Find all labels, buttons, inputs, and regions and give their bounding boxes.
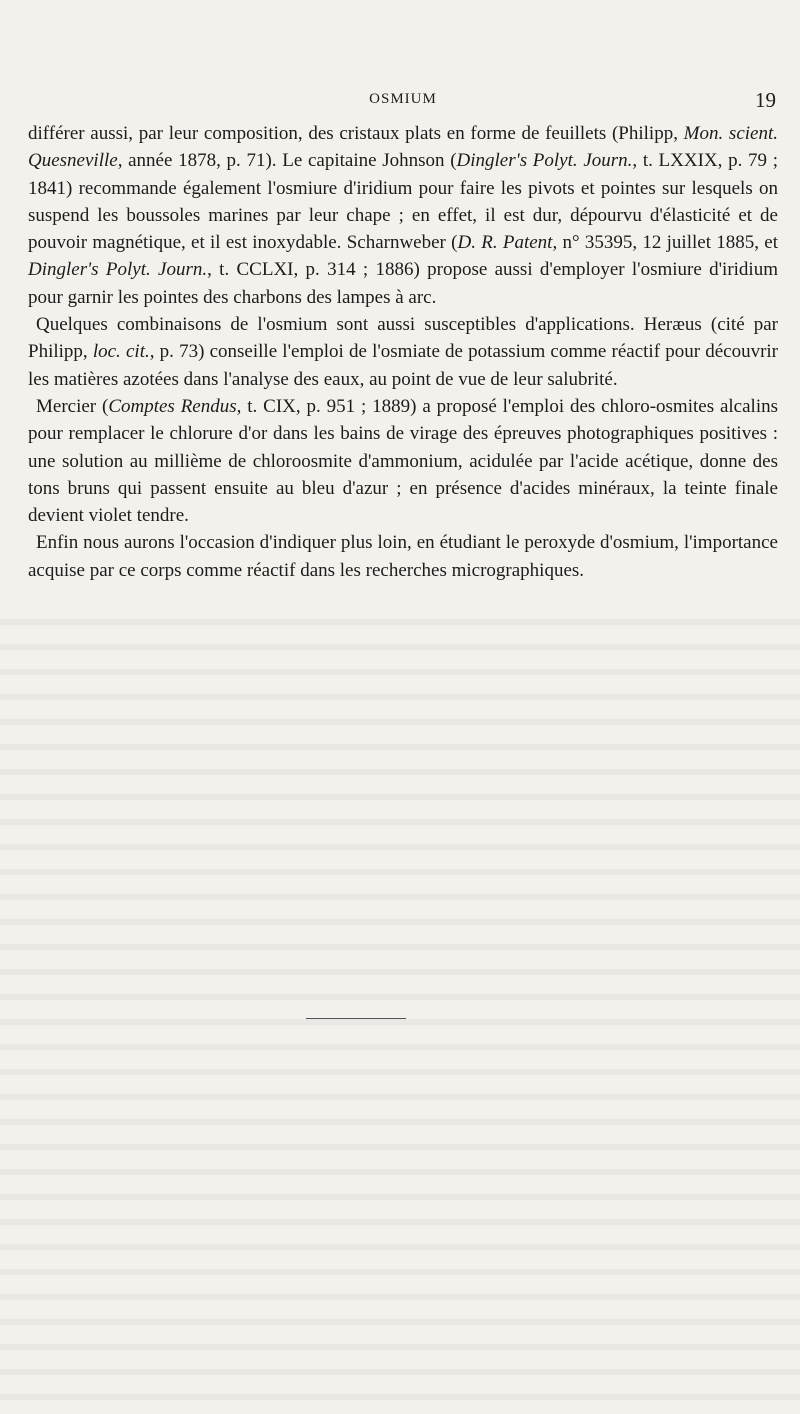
text-run: , année 1878, p. 71). Le capitaine Johnson ( xyxy=(117,150,457,172)
show-through-texture xyxy=(0,600,800,1414)
text-run: , t. CIX, p. 951 ; 1889) a proposé l'emploi des chloro-osmites alcalins pour remplacer le chlorure d'or dans les bains de virage des épreuves photographiques positives : une solution au millième de chloroosmite d'ammonium, acidulée par l'acide acétique, donne des tons bruns qui passent ensuite au bleu d'azur ; en présence d'acides minéraux, la teinte finale devient violet tendre. xyxy=(28,395,778,527)
paragraph xyxy=(28,393,778,529)
page-header xyxy=(28,88,778,116)
italic-citation: D. R. Patent xyxy=(457,232,553,254)
text-run: Enfin nous aurons l'occasion d'indiquer plus loin, en étudiant le peroxyde d'osmium, l'importance acquise par ce corps comme réactif dans les recherches micrographiques. xyxy=(28,532,778,581)
paragraph xyxy=(28,529,778,584)
italic-citation: loc. cit. xyxy=(92,341,150,363)
text-run: , t. CCLXI, p. 314 ; 1886) propose aussi d'employer l'osmiure d'iridium pour garnir les pointes des charbons des lampes à arc. xyxy=(28,259,778,308)
text-run: Quelques combinaisons de l'osmium sont aussi susceptibles d'applications. Heræus (cité par Philipp, xyxy=(28,314,778,363)
italic-citation: Dingler's Polyt. Journ. xyxy=(28,259,208,281)
body-text xyxy=(28,120,778,584)
paragraph xyxy=(28,311,778,393)
running-title: OSMIUM xyxy=(369,91,437,107)
italic-citation: Dingler's Polyt. Journ. xyxy=(456,150,633,172)
text-run: , t. LXXIX, p. 79 ; 1841) recommande également l'osmiure d'iridium pour faire les pivots et pointes sur lesquels on suspend les boussoles marines par leur chape ; en effet, il est dur, dépourvu d'élasticité et de pouvoir magnétique, et il est inoxydable. Scharnweber ( xyxy=(28,150,778,254)
text-run: , p. 73) conseille l'emploi de l'osmiate de potassium comme réactif pour découvrir les matières azotées dans l'analyse des eaux, au point de vue de leur salubrité. xyxy=(28,341,779,390)
text-run: , n° 35395, 12 juillet 1885, et xyxy=(552,232,778,254)
italic-citation: Mon. scient. Quesneville xyxy=(28,123,778,172)
text-run: Mercier ( xyxy=(36,395,109,417)
page-number: 19 xyxy=(755,88,776,112)
italic-citation: Comptes Rendus xyxy=(108,395,237,417)
paragraph xyxy=(28,120,778,311)
section-rule xyxy=(306,1018,406,1019)
text-run: différer aussi, par leur composition, des cristaux plats en forme de feuillets (Philipp, xyxy=(28,123,684,144)
